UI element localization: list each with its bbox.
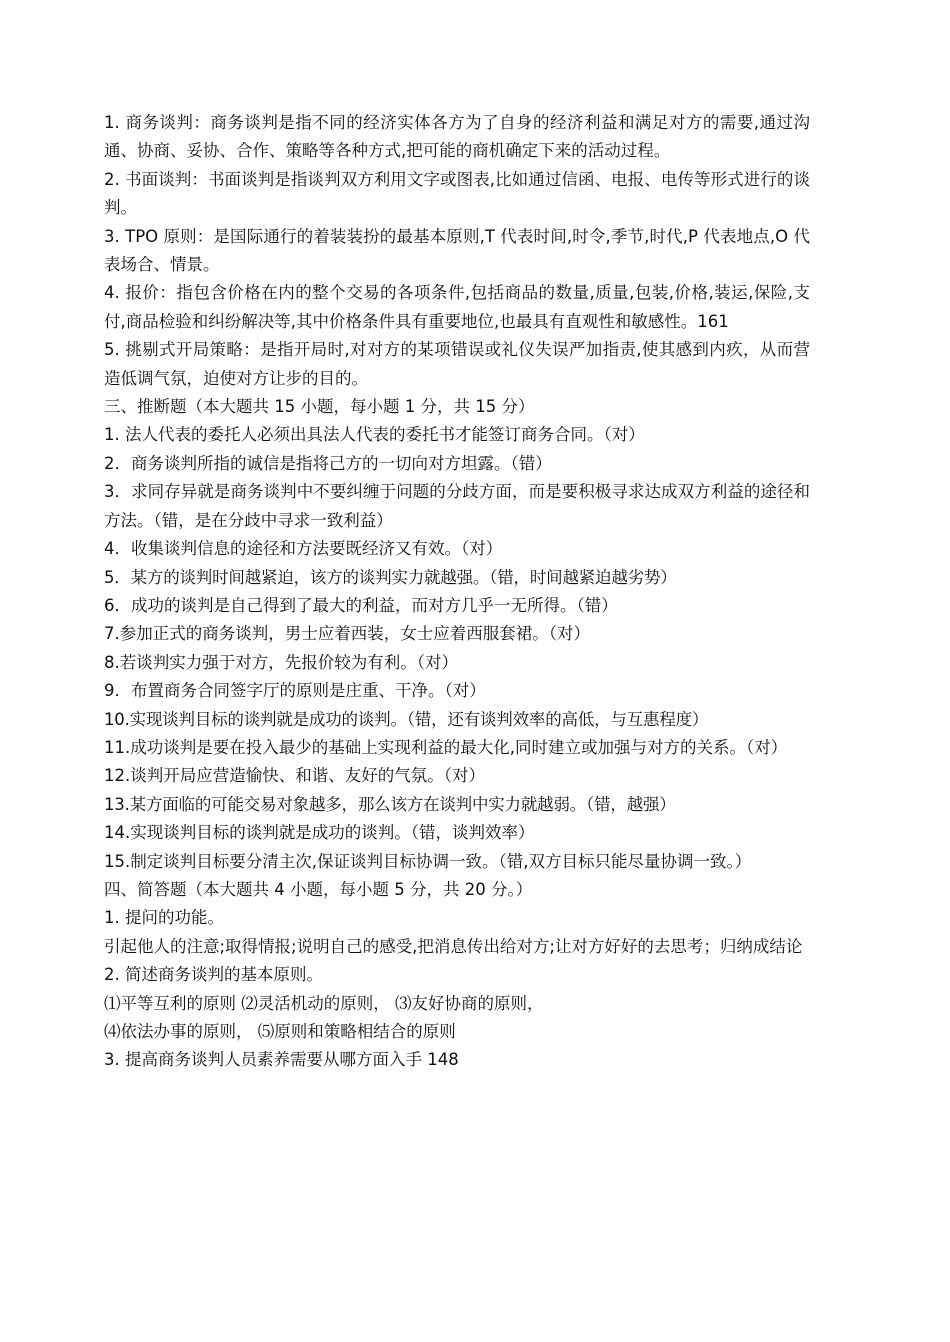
judgment-item-4: 4．收集谈判信息的途径和方法要既经济又有效。（对）	[104, 539, 503, 559]
document-body	[104, 109, 810, 1075]
short-answer-answer-1: 引起他人的注意;取得情报;说明自己的感受,把消息传出给对方;让对方好好的去思考；归纳成结论	[104, 936, 803, 956]
judgment-item-6: 6．成功的谈判是自己得到了最大的利益，而对方几乎一无所得。（错）	[104, 595, 618, 615]
judgment-item-13: 13.某方面临的可能交易对象越多，那么该方在谈判中实力就越弱。（错，越强）	[104, 794, 676, 814]
principles-line-2: ⑷依法办事的原则， ⑸原则和策略相结合的原则	[104, 1022, 456, 1041]
judgment-item-14: 14.实现谈判目标的谈判就是成功的谈判。（错，谈判效率）	[104, 823, 535, 843]
judgment-item-11: 11.成功谈判是要在投入最少的基础上实现利益的最大化,同时建立或加强与对方的关系。（对）	[104, 737, 788, 757]
short-answer-question-3: 3. 提高商务谈判人员素养需要从哪方面入手 148	[104, 1050, 459, 1070]
definition-business-negotiation: 1. 商务谈判：商务谈判是指不同的经济实体各方为了自身的经济利益和满足对方的需要,通过沟通、协商、妥协、合作、策略等各种方式,把可能的商机确定下来的活动过程。	[104, 113, 810, 161]
judgment-item-3: 3．求同存异就是商务谈判中不要纠缠于问题的分歧方面，而是要积极寻求达成双方利益的途径和方法。（错，是在分歧中寻求一致利益）	[104, 482, 810, 530]
judgment-item-12: 12.谈判开局应营造愉快、和谐、友好的气氛。（对）	[104, 766, 485, 786]
judgment-item-9: 9．布置商务合同签字厅的原则是庄重、干净。（对）	[104, 681, 486, 701]
judgment-item-7: 7.参加正式的商务谈判，男士应着西装，女士应着西服套裙。（对）	[104, 624, 590, 644]
judgment-item-5: 5．某方的谈判时间越紧迫，该方的谈判实力就越强。（错，时间越紧迫越劣势）	[104, 567, 677, 587]
judgment-item-15: 15.制定谈判目标要分清主次,保证谈判目标协调一致。（错,双方目标只能尽量协调一致。）	[104, 851, 752, 871]
definition-quotation: 4. 报价：指包含价格在内的整个交易的各项条件,包括商品的数量,质量,包装,价格,装运,保险,支付,商品检验和纠纷解决等,其中价格条件具有重要地位,也最具有直观性和敏感性。161	[104, 283, 810, 331]
short-answer-question-1: 1. 提问的功能。	[104, 908, 224, 928]
judgment-item-1: 1. 法人代表的委托人必须出具法人代表的委托书才能签订商务合同。（对）	[104, 425, 645, 445]
judgment-item-2: 2．商务谈判所指的诚信是指将己方的一切向对方坦露。（错）	[104, 453, 552, 473]
judgment-item-10: 10.实现谈判目标的谈判就是成功的谈判。（错，还有谈判效率的高低，与互惠程度）	[104, 709, 709, 729]
short-answer-question-2: 2. 简述商务谈判的基本原则。	[104, 965, 323, 985]
definition-picky-opening-strategy: 5. 挑剔式开局策略：是指开局时,对对方的某项错误或礼仪失误严加指责,使其感到内疚，从而营造低调气氛，迫使对方让步的目的。	[104, 340, 810, 388]
section-heading-short-answer: 四、简答题（本大题共 4 小题，每小题 5 分，共 20 分。）	[104, 879, 533, 899]
definition-written-negotiation: 2. 书面谈判：书面谈判是指谈判双方利用文字或图表,比如通过信函、电报、电传等形式进行的谈判。	[104, 169, 810, 218]
definition-tpo-principle: 3. TPO 原则：是国际通行的着装装扮的最基本原则,T 代表时间,时令,季节,时代,P 代表地点,O 代表场合、情景。	[104, 226, 810, 275]
judgment-item-8: 8.若谈判实力强于对方，先报价较为有利。（对）	[104, 652, 458, 672]
principles-line-1: ⑴平等互利的原则 ⑵灵活机动的原则， ⑶友好协商的原则，	[104, 993, 544, 1013]
section-heading-judgment: 三、推断题（本大题共 15 小题，每小题 1 分，共 15 分）	[104, 397, 535, 417]
